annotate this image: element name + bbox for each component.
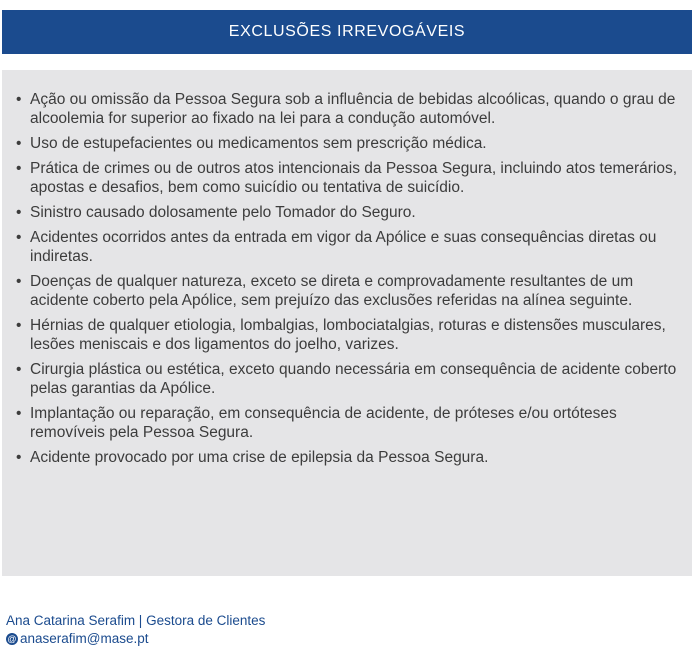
list-item: [16, 360, 686, 398]
contact-footer: [6, 612, 265, 647]
list-item-text: Acidente provocado por uma crise de epilepsia da Pessoa Segura.: [30, 449, 489, 466]
list-item-text: Acidentes ocorridos antes da entrada em vigor da Apólice e suas consequências diretas ou indiretas.: [30, 229, 657, 265]
list-item-text: Sinistro causado dolosamente pelo Tomador do Seguro.: [30, 204, 416, 221]
list-item: [16, 90, 686, 128]
list-item-text: Hérnias de qualquer etiologia, lombalgias, lombociatalgias, roturas e distensões musculares, lesões meniscais e dos ligamentos do joelho, varizes.: [30, 317, 666, 353]
bullet-icon: •: [16, 405, 22, 422]
list-item: [16, 159, 686, 197]
list-item: [16, 448, 686, 467]
list-item: [16, 272, 686, 310]
section-title: EXCLUSÕES IRREVOGÁVEIS: [228, 23, 466, 40]
list-item: [16, 134, 686, 153]
bullet-icon: •: [16, 273, 22, 290]
list-item-text: Cirurgia plástica ou estética, exceto quando necessária em consequência de acidente coberto pelas garantias da Apólice.: [30, 361, 677, 397]
bullet-icon: •: [16, 135, 22, 152]
section-header: [2, 10, 692, 54]
list-item-text: Prática de crimes ou de outros atos intencionais da Pessoa Segura, incluindo atos temerários, apostas e desafios, bem como suicídio ou tentativa de suicídio.: [30, 160, 678, 196]
contact-name: Ana Catarina Serafim | Gestora de Clientes: [6, 613, 266, 628]
bullet-icon: •: [16, 361, 22, 378]
list-item: [16, 404, 686, 442]
list-item-text: Implantação ou reparação, em consequência de acidente, de próteses e/ou ortóteses removíveis pela Pessoa Segura.: [30, 405, 617, 441]
list-item: [16, 203, 686, 222]
exclusions-list: [2, 70, 692, 467]
email-link[interactable]: anaserafim@mase.pt: [20, 631, 149, 646]
bullet-icon: •: [16, 160, 22, 177]
list-item-text: Doenças de qualquer natureza, exceto se direta e comprovadamente resultantes de um acidente coberto pela Apólice, sem prejuízo das exclusões referidas na alínea seguinte.: [30, 273, 634, 309]
at-icon: @: [7, 633, 17, 644]
list-item: [16, 228, 686, 266]
exclusions-panel: [2, 70, 692, 576]
email-row: [6, 630, 265, 647]
bullet-icon: •: [16, 317, 22, 334]
bullet-icon: •: [16, 204, 22, 221]
bullet-icon: •: [16, 449, 22, 466]
list-item-text: Uso de estupefacientes ou medicamentos sem prescrição médica.: [30, 135, 487, 152]
bullet-icon: •: [16, 229, 22, 246]
list-item: [16, 316, 686, 354]
bullet-icon: •: [16, 91, 22, 108]
list-item-text: Ação ou omissão da Pessoa Segura sob a influência de bebidas alcoólicas, quando o grau de alcoolemia for superior ao fixado na lei para a condução automóvel.: [30, 91, 676, 127]
